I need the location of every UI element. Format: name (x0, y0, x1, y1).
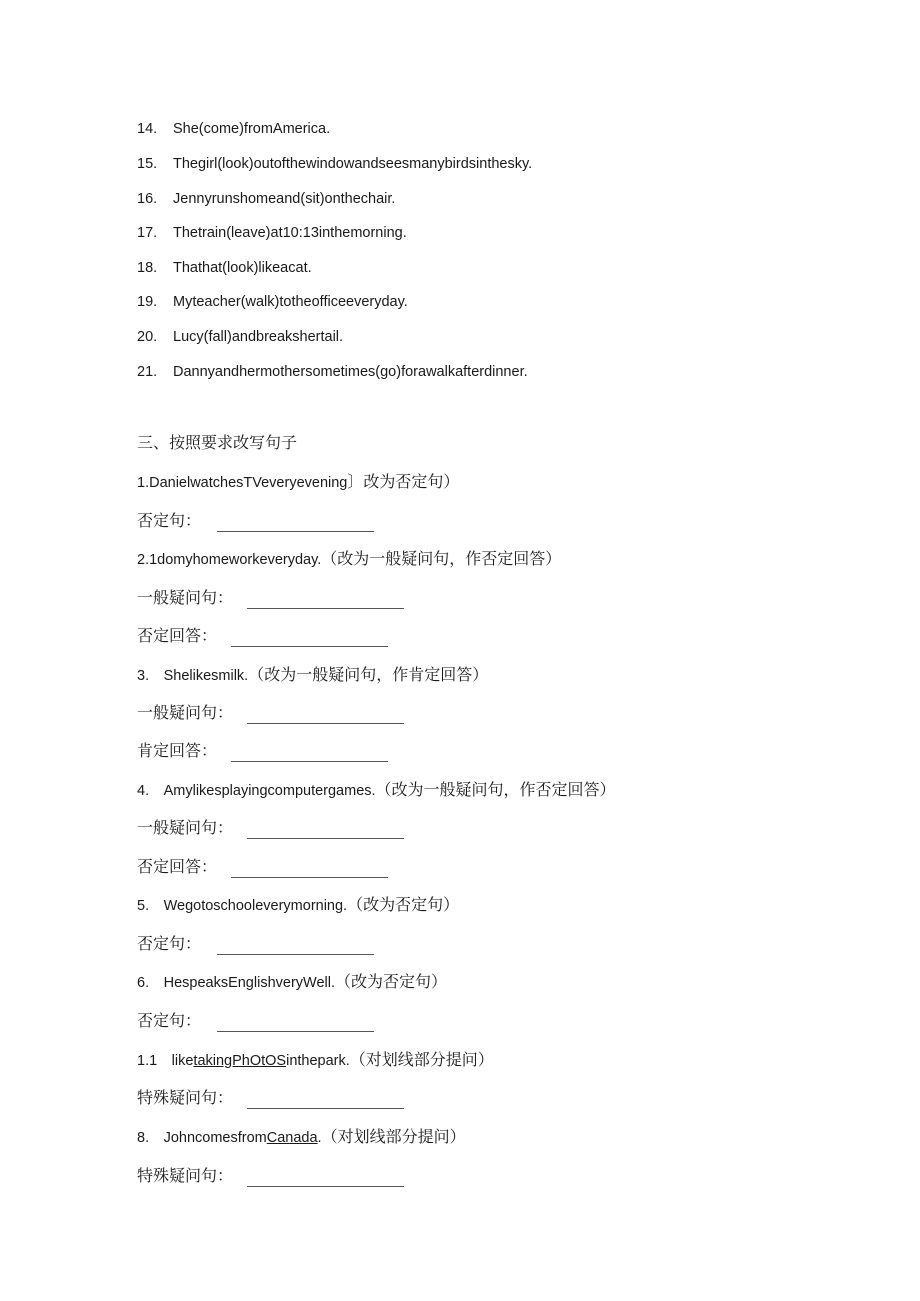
item-number: 16. (137, 191, 158, 207)
item-text: Thetrain(leave)at10:13inthemorning. (173, 225, 407, 241)
answer-general-question-2 (137, 587, 404, 609)
item-text: Thathat(look)likeacat. (173, 260, 312, 276)
question-text: 3. Shelikesmilk. (137, 668, 249, 684)
answer-blank[interactable] (231, 747, 388, 762)
question-text: 4. Amylikesplayingcomputergames. (137, 783, 376, 799)
item-text: Thegirl(look)outofthewindowandseesmanybirdsinthesky. (173, 156, 533, 172)
question-instruction: （改为否定句） (347, 895, 460, 914)
answer-blank[interactable] (247, 594, 404, 609)
question-1 (137, 471, 459, 494)
question-8 (137, 1126, 466, 1149)
question-instruction: （改为一般疑问句，作否定回答） (321, 549, 562, 568)
answer-label: 否定句： (137, 934, 202, 953)
answer-label: 一般疑问句： (137, 818, 234, 837)
item-text: Lucy(fall)andbreakshertail. (173, 329, 344, 345)
item-number: 19. (137, 294, 158, 310)
answer-blank[interactable] (231, 863, 388, 878)
question-7 (137, 1049, 494, 1072)
answer-blank[interactable] (231, 632, 388, 647)
question-text: 5. Wegotoschooleverymorning. (137, 898, 348, 914)
question-2 (137, 548, 561, 571)
exercise-item-16 (137, 189, 395, 209)
answer-negative-reply-4 (137, 856, 388, 878)
answer-blank[interactable] (247, 709, 404, 724)
answer-blank[interactable] (217, 517, 374, 532)
item-number: 15. (137, 156, 158, 172)
question-5 (137, 894, 459, 917)
answer-general-question-4 (137, 817, 404, 839)
question-instruction: （改为一般疑问句，作肯定回答） (248, 665, 489, 684)
question-text-after: inthepark. (286, 1053, 350, 1069)
question-text: 1.1 like (137, 1053, 194, 1069)
exercise-item-20 (137, 327, 343, 347)
answer-special-question-7 (137, 1087, 404, 1109)
question-text-after: . (317, 1130, 322, 1146)
exercise-item-19 (137, 292, 408, 312)
answer-label: 一般疑问句： (137, 703, 234, 722)
answer-positive-reply-3 (137, 740, 388, 762)
exercise-item-14 (137, 119, 330, 139)
answer-blank[interactable] (247, 1172, 404, 1187)
question-4 (137, 779, 616, 802)
answer-negative-6 (137, 1010, 374, 1032)
item-number: 14. (137, 121, 158, 137)
answer-blank[interactable] (217, 1017, 374, 1032)
question-instruction: （改为否定句） (334, 972, 447, 991)
exercise-item-21 (137, 362, 528, 382)
answer-label: 特殊疑问句： (137, 1166, 234, 1185)
item-number: 17. (137, 225, 158, 241)
answer-blank[interactable] (217, 940, 374, 955)
question-instruction: 〕改为否定句） (347, 472, 460, 491)
answer-label: 否定回答： (137, 626, 218, 645)
item-number: 20. (137, 329, 158, 345)
answer-negative-1 (137, 510, 374, 532)
exercise-item-15 (137, 154, 532, 174)
answer-negative-5 (137, 933, 374, 955)
item-number: 21. (137, 364, 158, 380)
item-text: Dannyandhermothersometimes(go)forawalkafterdinner. (173, 364, 528, 380)
answer-label: 一般疑问句： (137, 588, 234, 607)
answer-special-question-8 (137, 1165, 404, 1187)
question-3 (137, 664, 488, 687)
exercise-item-18 (137, 258, 312, 278)
question-text: 8. Johncomesfrom (137, 1130, 267, 1146)
answer-blank[interactable] (247, 824, 404, 839)
answer-negative-reply-2 (137, 625, 388, 647)
item-text: Jennyrunshomeand(sit)onthechair. (173, 191, 396, 207)
underlined-phrase: takingPhOtOS (193, 1053, 287, 1069)
question-text: 6. HespeaksEnglishveryWell. (137, 975, 335, 991)
item-text: She(come)fromAmerica. (173, 121, 331, 137)
answer-label: 否定回答： (137, 857, 218, 876)
item-text: Myteacher(walk)totheofficeeveryday. (173, 294, 408, 310)
exercise-item-17 (137, 223, 407, 243)
answer-general-question-3 (137, 702, 404, 724)
question-text: 2.1domyhomeworkeveryday. (137, 552, 322, 568)
question-text: 1.DanielwatchesTVeveryevening (137, 475, 348, 491)
answer-label: 否定句： (137, 1011, 202, 1030)
answer-label: 特殊疑问句： (137, 1088, 234, 1107)
section-title: 三、按照要求改写句子 (137, 433, 298, 452)
question-6 (137, 971, 447, 994)
answer-label: 否定句： (137, 511, 202, 530)
item-number: 18. (137, 260, 158, 276)
question-instruction: （改为一般疑问句，作否定回答） (375, 780, 616, 799)
answer-label: 肯定回答： (137, 741, 218, 760)
question-instruction: （对划线部分提问） (321, 1127, 466, 1146)
underlined-phrase: Canada (266, 1130, 318, 1146)
answer-blank[interactable] (247, 1094, 404, 1109)
question-instruction: （对划线部分提问） (349, 1050, 494, 1069)
